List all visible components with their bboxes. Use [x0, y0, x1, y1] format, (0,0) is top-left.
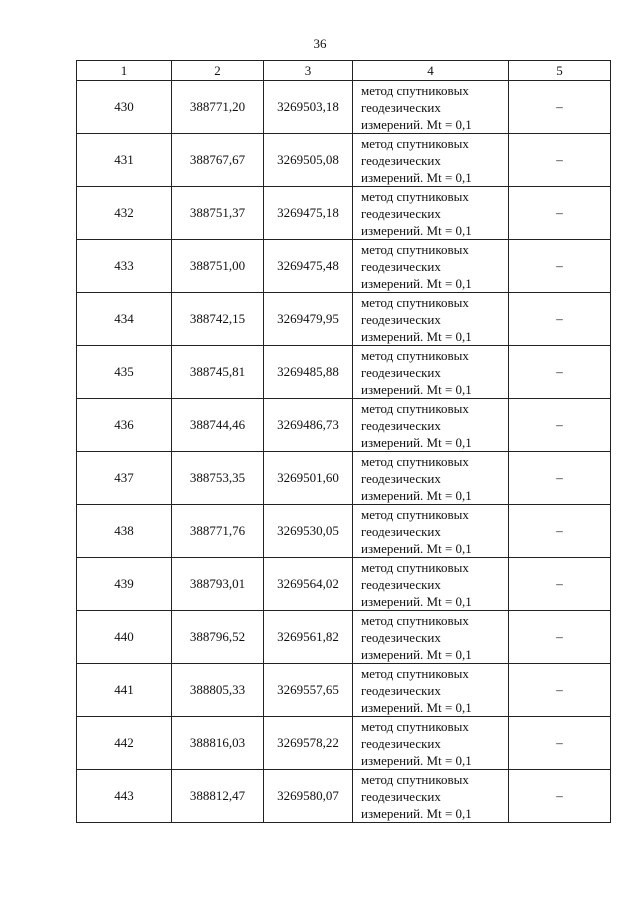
x-coordinate-cell: 388742,15 — [172, 293, 264, 346]
method-line: метод спутниковых — [361, 453, 469, 469]
point-number-cell: 432 — [77, 187, 172, 240]
point-number-cell: 438 — [77, 505, 172, 558]
table-row — [77, 452, 611, 505]
y-coordinate-cell: 3269505,08 — [264, 134, 353, 187]
method-line: геодезических — [361, 629, 441, 645]
x-coordinate-cell: 388796,52 — [172, 611, 264, 664]
y-coordinate-cell: 3269475,48 — [264, 240, 353, 293]
point-number-cell: 442 — [77, 717, 172, 770]
table-row — [77, 505, 611, 558]
note-cell: – — [509, 346, 611, 399]
y-coordinate-cell: 3269501,60 — [264, 452, 353, 505]
point-number-cell: 433 — [77, 240, 172, 293]
method-line: геодезических — [361, 417, 441, 433]
x-coordinate-cell: 388793,01 — [172, 558, 264, 611]
table-row — [77, 187, 611, 240]
method-line: метод спутниковых — [361, 559, 469, 575]
note-cell: – — [509, 399, 611, 452]
y-coordinate-cell: 3269561,82 — [264, 611, 353, 664]
method-line: геодезических — [361, 99, 441, 115]
method-cell — [353, 134, 509, 187]
y-coordinate-cell: 3269564,02 — [264, 558, 353, 611]
y-coordinate-cell: 3269580,07 — [264, 770, 353, 823]
note-cell: – — [509, 558, 611, 611]
table-row — [77, 399, 611, 452]
point-number-cell: 434 — [77, 293, 172, 346]
method-cell — [353, 293, 509, 346]
method-line: метод спутниковых — [361, 665, 469, 681]
x-coordinate-cell: 388816,03 — [172, 717, 264, 770]
note-cell: – — [509, 664, 611, 717]
method-line: измерений. Mt = 0,1 — [361, 805, 472, 821]
method-line: метод спутниковых — [361, 612, 469, 628]
table-body — [77, 81, 611, 823]
method-line: геодезических — [361, 788, 441, 804]
table-row — [77, 770, 611, 823]
y-coordinate-cell: 3269485,88 — [264, 346, 353, 399]
method-line: метод спутниковых — [361, 294, 469, 310]
point-number-cell: 441 — [77, 664, 172, 717]
method-cell — [353, 558, 509, 611]
note-cell: – — [509, 293, 611, 346]
method-line: геодезических — [361, 470, 441, 486]
x-coordinate-cell: 388771,20 — [172, 81, 264, 134]
y-coordinate-cell: 3269486,73 — [264, 399, 353, 452]
method-line: метод спутниковых — [361, 400, 469, 416]
method-line: геодезических — [361, 258, 441, 274]
point-number-cell: 430 — [77, 81, 172, 134]
method-line: измерений. Mt = 0,1 — [361, 540, 472, 556]
method-line: измерений. Mt = 0,1 — [361, 116, 472, 132]
method-cell — [353, 611, 509, 664]
note-cell: – — [509, 505, 611, 558]
x-coordinate-cell: 388751,37 — [172, 187, 264, 240]
point-number-cell: 431 — [77, 134, 172, 187]
note-cell: – — [509, 240, 611, 293]
table-header — [77, 61, 611, 81]
header-col-5: 5 — [509, 61, 611, 81]
table-row — [77, 240, 611, 293]
method-cell — [353, 717, 509, 770]
header-col-4: 4 — [353, 61, 509, 81]
method-cell — [353, 664, 509, 717]
coordinates-table — [76, 60, 611, 823]
table-row — [77, 346, 611, 399]
x-coordinate-cell: 388812,47 — [172, 770, 264, 823]
header-col-1: 1 — [77, 61, 172, 81]
note-cell: – — [509, 717, 611, 770]
method-line: измерений. Mt = 0,1 — [361, 593, 472, 609]
method-line: измерений. Mt = 0,1 — [361, 434, 472, 450]
method-line: метод спутниковых — [361, 135, 469, 151]
x-coordinate-cell: 388767,67 — [172, 134, 264, 187]
y-coordinate-cell: 3269479,95 — [264, 293, 353, 346]
y-coordinate-cell: 3269557,65 — [264, 664, 353, 717]
method-cell — [353, 81, 509, 134]
method-cell — [353, 346, 509, 399]
method-line: измерений. Mt = 0,1 — [361, 381, 472, 397]
x-coordinate-cell: 388751,00 — [172, 240, 264, 293]
method-line: измерений. Mt = 0,1 — [361, 752, 472, 768]
method-line: геодезических — [361, 682, 441, 698]
method-line: измерений. Mt = 0,1 — [361, 169, 472, 185]
method-line: измерений. Mt = 0,1 — [361, 222, 472, 238]
method-line: геодезических — [361, 523, 441, 539]
method-line: метод спутниковых — [361, 241, 469, 257]
y-coordinate-cell: 3269475,18 — [264, 187, 353, 240]
table-row — [77, 664, 611, 717]
y-coordinate-cell: 3269578,22 — [264, 717, 353, 770]
header-row — [77, 61, 611, 81]
x-coordinate-cell: 388771,76 — [172, 505, 264, 558]
x-coordinate-cell: 388745,81 — [172, 346, 264, 399]
method-line: геодезических — [361, 364, 441, 380]
point-number-cell: 439 — [77, 558, 172, 611]
table-row — [77, 134, 611, 187]
method-line: измерений. Mt = 0,1 — [361, 646, 472, 662]
header-col-3: 3 — [264, 61, 353, 81]
page-number: 36 — [313, 36, 327, 51]
x-coordinate-cell: 388753,35 — [172, 452, 264, 505]
point-number-cell: 443 — [77, 770, 172, 823]
table-row — [77, 717, 611, 770]
point-number-cell: 436 — [77, 399, 172, 452]
method-line: метод спутниковых — [361, 82, 469, 98]
table-row — [77, 611, 611, 664]
method-line: геодезических — [361, 311, 441, 327]
method-line: измерений. Mt = 0,1 — [361, 699, 472, 715]
point-number-cell: 437 — [77, 452, 172, 505]
method-line: геодезических — [361, 152, 441, 168]
method-cell — [353, 505, 509, 558]
table-row — [77, 293, 611, 346]
method-line: метод спутниковых — [361, 718, 469, 734]
note-cell: – — [509, 611, 611, 664]
x-coordinate-cell: 388744,46 — [172, 399, 264, 452]
note-cell: – — [509, 81, 611, 134]
method-cell — [353, 770, 509, 823]
method-line: метод спутниковых — [361, 188, 469, 204]
method-cell — [353, 240, 509, 293]
method-line: метод спутниковых — [361, 506, 469, 522]
method-line: геодезических — [361, 205, 441, 221]
note-cell: – — [509, 134, 611, 187]
y-coordinate-cell: 3269503,18 — [264, 81, 353, 134]
table-row — [77, 558, 611, 611]
method-line: метод спутниковых — [361, 347, 469, 363]
method-line: геодезических — [361, 576, 441, 592]
note-cell: – — [509, 187, 611, 240]
method-line: измерений. Mt = 0,1 — [361, 275, 472, 291]
table-row — [77, 81, 611, 134]
method-cell — [353, 399, 509, 452]
method-line: измерений. Mt = 0,1 — [361, 328, 472, 344]
point-number-cell: 440 — [77, 611, 172, 664]
method-line: геодезических — [361, 735, 441, 751]
y-coordinate-cell: 3269530,05 — [264, 505, 353, 558]
x-coordinate-cell: 388805,33 — [172, 664, 264, 717]
method-cell — [353, 452, 509, 505]
method-cell — [353, 187, 509, 240]
header-col-2: 2 — [172, 61, 264, 81]
point-number-cell: 435 — [77, 346, 172, 399]
method-line: измерений. Mt = 0,1 — [361, 487, 472, 503]
note-cell: – — [509, 452, 611, 505]
note-cell: – — [509, 770, 611, 823]
method-line: метод спутниковых — [361, 771, 469, 787]
